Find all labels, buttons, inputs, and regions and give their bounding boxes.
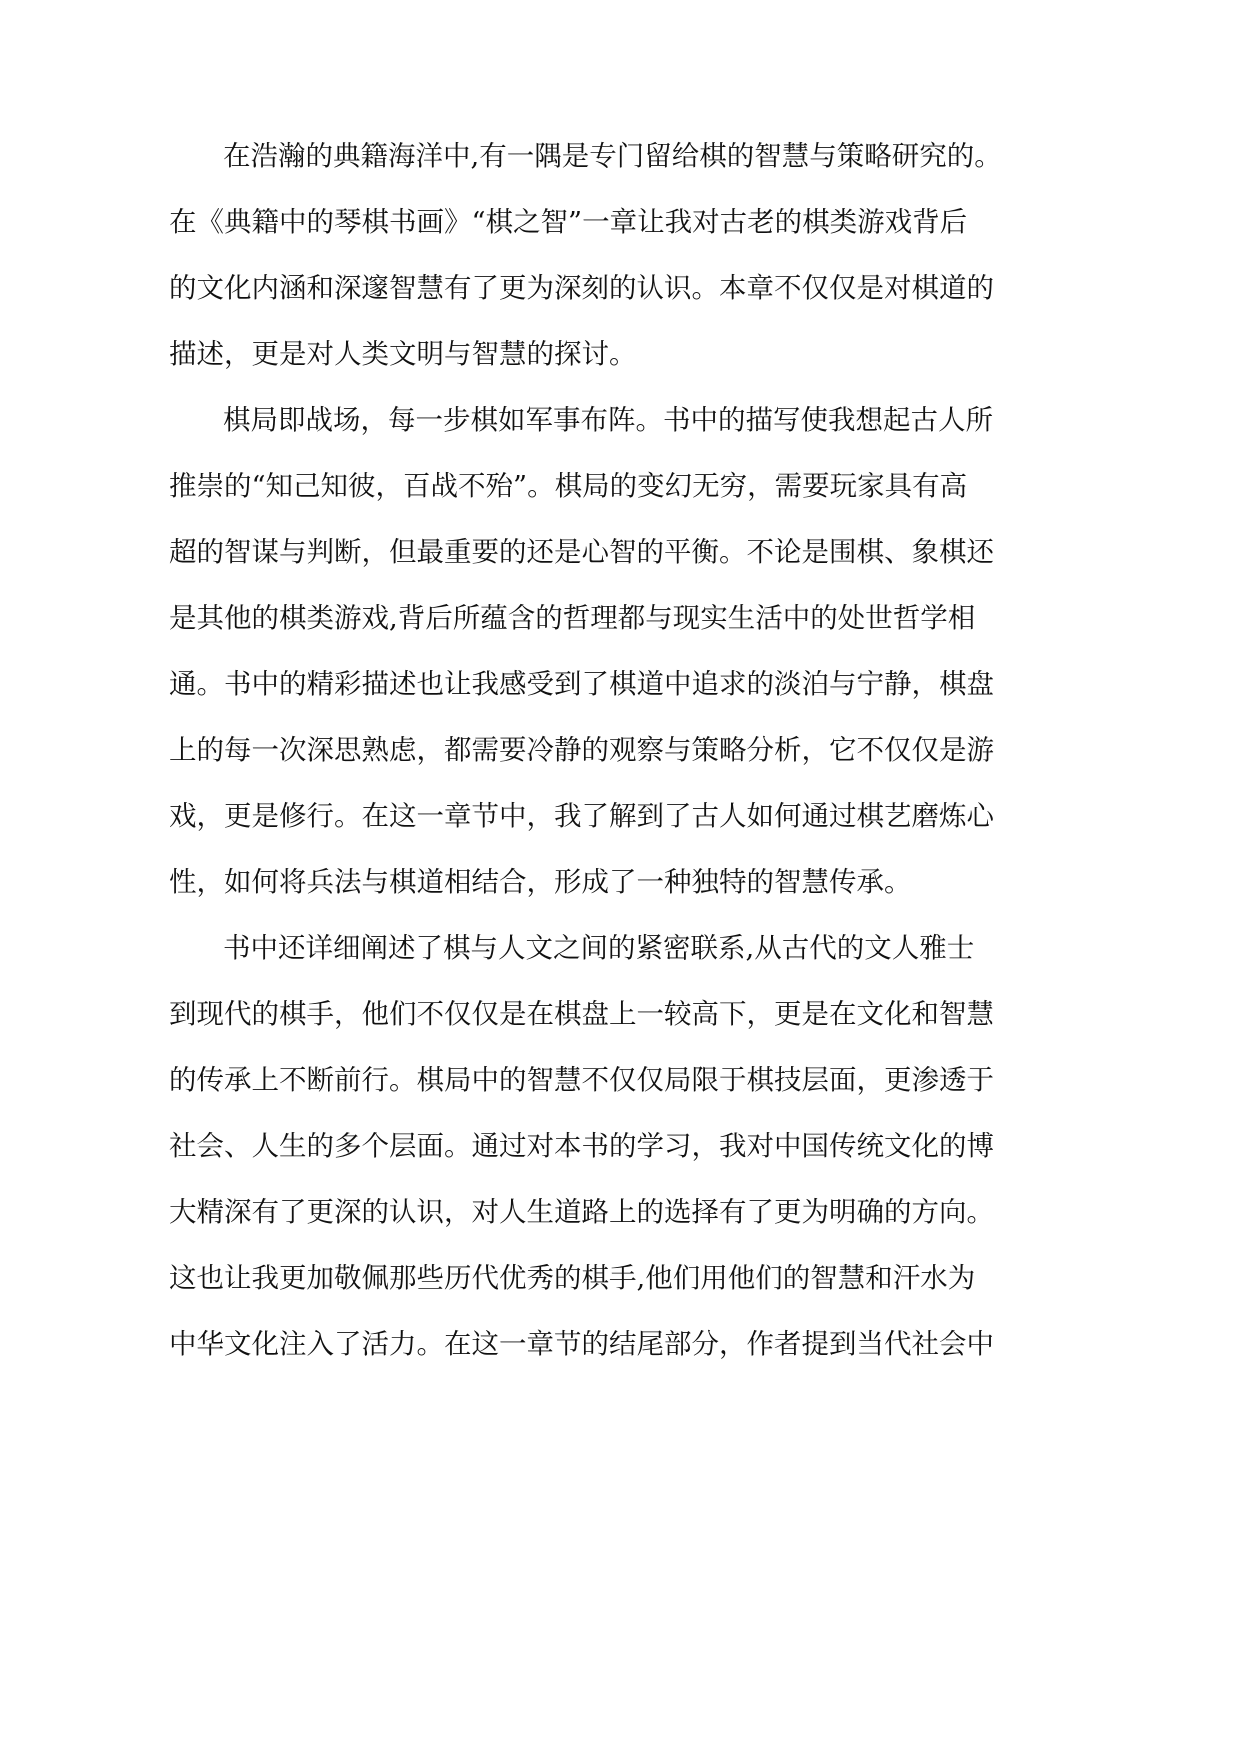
text-line: 性，如何将兵法与棋道相结合，形成了一种独特的智慧传承。 bbox=[169, 866, 912, 898]
text-line: 上的每一次深思熟虑，都需要冷静的观察与策略分析，它不仅仅是游 bbox=[169, 734, 994, 766]
text-line: 的传承上不断前行。棋局中的智慧不仅仅局限于棋技层面，更渗透于 bbox=[169, 1064, 994, 1096]
text-line: 在《典籍中的琴棋书画》“棋之智”一章让我对古老的棋类游戏背后 bbox=[169, 206, 968, 238]
text-line: 在浩瀚的典籍海洋中,有一隅是专门留给棋的智慧与策略研究的。 bbox=[223, 140, 1002, 172]
text-line: 到现代的棋手，他们不仅仅是在棋盘上一较高下，更是在文化和智慧 bbox=[169, 998, 994, 1030]
text-line: 戏，更是修行。在这一章节中，我了解到了古人如何通过棋艺磨炼心 bbox=[169, 800, 994, 832]
text-line: 中华文化注入了活力。在这一章节的结尾部分，作者提到当代社会中 bbox=[169, 1328, 994, 1360]
text-line: 书中还详细阐述了棋与人文之间的紧密联系,从古代的文人雅士 bbox=[223, 932, 975, 964]
text-line: 棋局即战场，每一步棋如军事布阵。书中的描写使我想起古人所 bbox=[223, 404, 993, 436]
text-line: 是其他的棋类游戏,背后所蕴含的哲理都与现实生活中的处世哲学相 bbox=[169, 602, 976, 634]
text-line: 这也让我更加敬佩那些历代优秀的棋手,他们用他们的智慧和汗水为 bbox=[169, 1262, 976, 1294]
text-line: 描述，更是对人类文明与智慧的探讨。 bbox=[169, 338, 637, 370]
text-line: 通。书中的精彩描述也让我感受到了棋道中追求的淡泊与宁静，棋盘 bbox=[169, 668, 994, 700]
text-line: 社会、人生的多个层面。通过对本书的学习，我对中国传统文化的博 bbox=[169, 1130, 994, 1162]
text-line: 大精深有了更深的认识，对人生道路上的选择有了更为明确的方向。 bbox=[169, 1196, 994, 1228]
text-line: 推崇的“知己知彼，百战不殆”。棋局的变幻无穷，需要玩家具有高 bbox=[169, 470, 968, 502]
text-line: 的文化内涵和深邃智慧有了更为深刻的认识。本章不仅仅是对棋道的 bbox=[169, 272, 994, 304]
text-line: 超的智谋与判断，但最重要的还是心智的平衡。不论是围棋、象棋还 bbox=[169, 536, 994, 568]
